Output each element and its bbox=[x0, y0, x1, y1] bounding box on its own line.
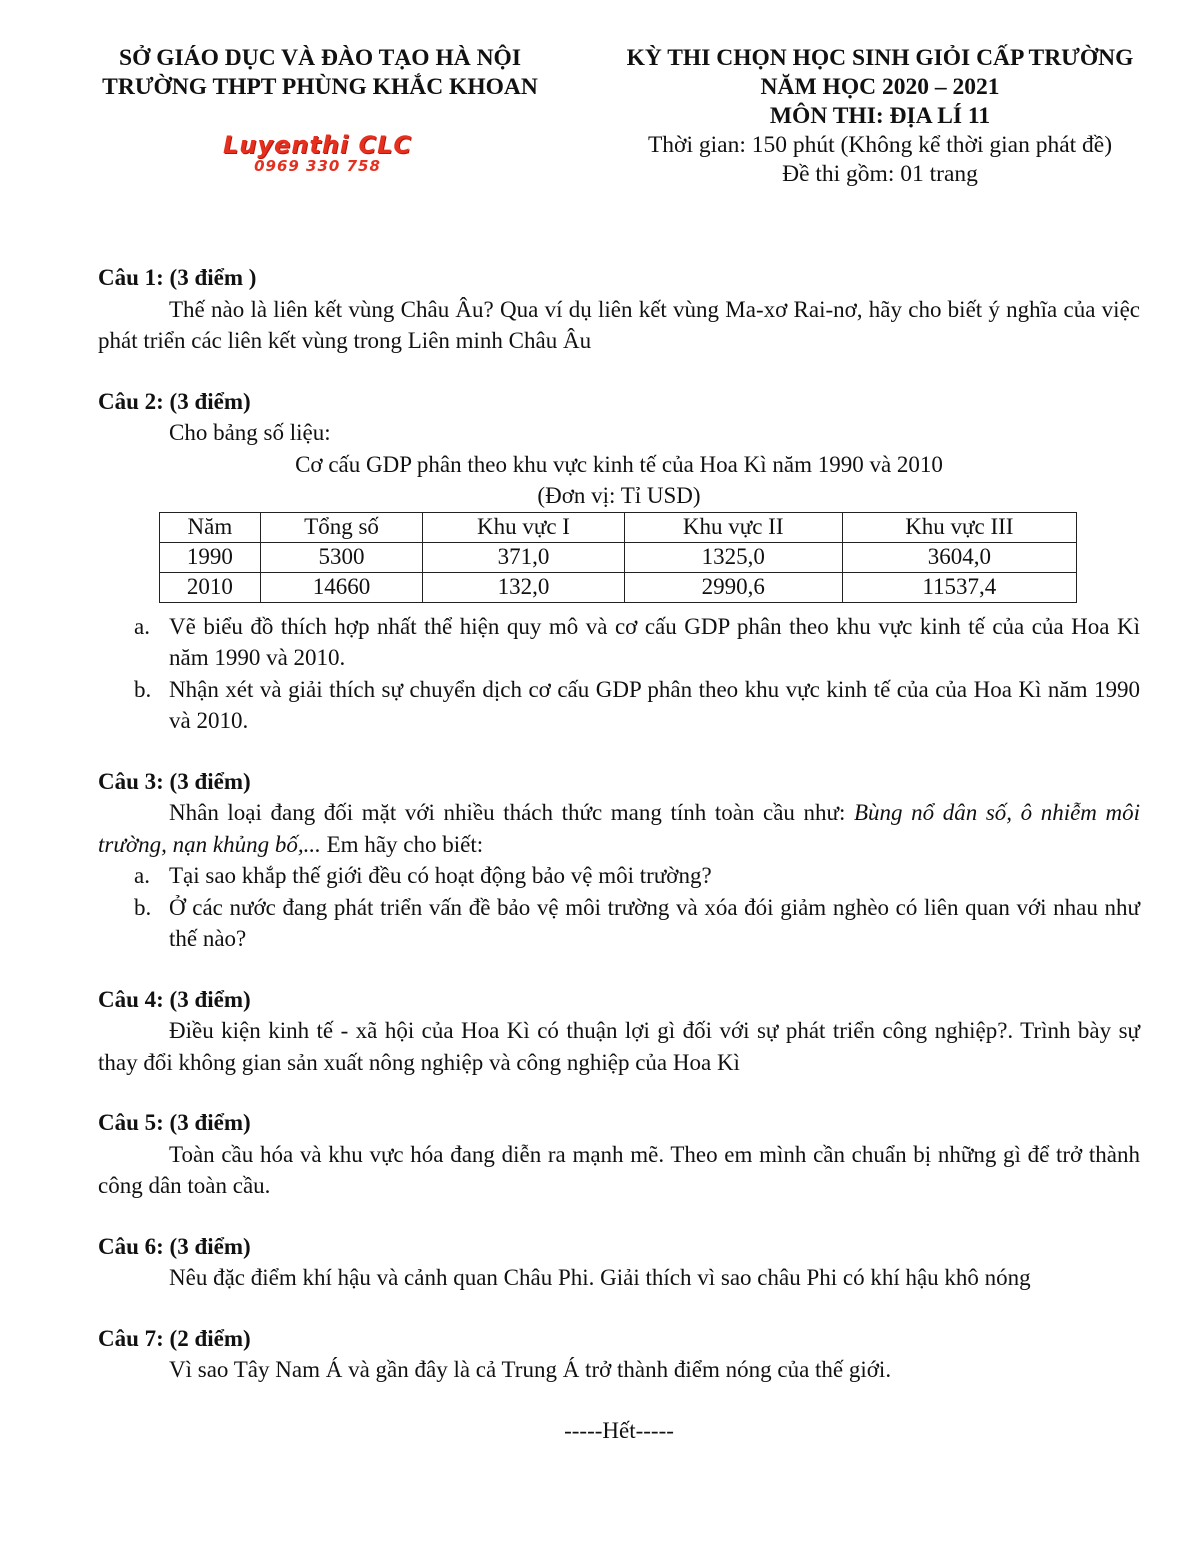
question-4 bbox=[98, 984, 1140, 1079]
subject: MÔN THI: ĐỊA LÍ 11 bbox=[769, 103, 991, 129]
item-text: Nhận xét và giải thích sự chuyển dịch cơ cấu GDP phân theo khu vực kinh tế của của Hoa Kì năm 1990 và 2010. bbox=[169, 676, 1140, 733]
item-label: a. bbox=[134, 863, 150, 888]
question-7 bbox=[98, 1323, 1140, 1386]
table-cell: 132,0 bbox=[423, 572, 624, 602]
department-name: SỞ GIÁO DỤC VÀ ĐÀO TẠO HÀ NỘI bbox=[119, 45, 521, 71]
table-cell: 14660 bbox=[260, 572, 422, 602]
table-header-cell: Khu vực I bbox=[423, 512, 624, 542]
table-cell: 1990 bbox=[160, 542, 261, 572]
question-1-title: Câu 1: (3 điểm ) bbox=[98, 265, 257, 290]
table-cell: 3604,0 bbox=[842, 542, 1076, 572]
list-item bbox=[98, 892, 1140, 955]
question-1-text: Thế nào là liên kết vùng Châu Âu? Qua ví dụ liên kết vùng Ma-xơ Rai-nơ, hãy cho biết ý nghĩa của việc phát triển các liên kết vùng trong Liên minh Châu Âu bbox=[98, 296, 1140, 353]
question-3-text bbox=[98, 797, 1140, 860]
list-item bbox=[98, 860, 1140, 892]
table-title: Cơ cấu GDP phân theo khu vực kinh tế của Hoa Kì năm 1990 và 2010 bbox=[295, 451, 943, 477]
table-cell: 2010 bbox=[160, 572, 261, 602]
question-6 bbox=[98, 1231, 1140, 1294]
item-text: Tại sao khắp thế giới đều có hoạt động bảo vệ môi trường? bbox=[169, 863, 712, 888]
gdp-table bbox=[159, 512, 1077, 603]
item-label: b. bbox=[134, 676, 152, 702]
item-text: Ở các nước đang phát triển vấn đề bảo vệ môi trường và xóa đói giảm nghèo có liên quan với nhau như thế nào? bbox=[169, 894, 1140, 951]
page-count: Đề thi gồm: 01 trang bbox=[782, 161, 978, 187]
header-school bbox=[70, 44, 570, 102]
question-6-title: Câu 6: (3 điểm) bbox=[98, 1233, 251, 1259]
logo-name: Luyenthi CLC bbox=[222, 131, 413, 159]
school-name: TRƯỜNG THPT PHÙNG KHẮC KHOAN bbox=[102, 74, 538, 100]
question-2 bbox=[98, 386, 1140, 737]
header-exam bbox=[585, 44, 1175, 189]
item-text: Vẽ biểu đồ thích hợp nhất thể hiện quy mô và cơ cấu GDP phân theo khu vực kinh tế của của Hoa Kì năm 1990 và 2010. bbox=[169, 613, 1140, 670]
question-3-text-a: Nhân loại đang đối mặt với nhiều thách thức mang tính toàn cầu như: bbox=[169, 800, 854, 825]
list-item bbox=[98, 611, 1140, 674]
exam-time: Thời gian: 150 phút (Không kể thời gian phát đề) bbox=[647, 132, 1113, 158]
question-3-text-italic: Bùng nổ dân số, ô nhiễm môi trường, nạn khủng bố,... bbox=[98, 800, 1141, 857]
question-2-title: Câu 2: (3 điểm) bbox=[98, 388, 251, 414]
logo-phone: 0969 330 758 bbox=[254, 157, 381, 175]
item-label: a. bbox=[134, 613, 150, 639]
table-cell: 2990,6 bbox=[624, 572, 842, 602]
table-header-cell: Khu vực III bbox=[842, 512, 1076, 542]
question-4-text: Điều kiện kinh tế - xã hội của Hoa Kì có thuận lợi gì đối với sự phát triển công nghiệp?. Trình bày sự thay đổi không gian sản xuất nông nghiệp và công nghiệp của Hoa Kì bbox=[98, 1018, 1140, 1075]
question-2-intro: Cho bảng số liệu: bbox=[169, 420, 331, 445]
question-5-title: Câu 5: (3 điểm) bbox=[98, 1110, 251, 1135]
question-6-text: Nêu đặc điểm khí hậu và cảnh quan Châu Phi. Giải thích vì sao châu Phi có khí hậu khô nóng bbox=[169, 1265, 1031, 1290]
luyenthi-logo bbox=[205, 132, 430, 174]
table-cell: 1325,0 bbox=[624, 542, 842, 572]
exam-content bbox=[98, 262, 1140, 1446]
table-row bbox=[160, 572, 1077, 602]
end-marker: -----Hết----- bbox=[564, 1417, 674, 1443]
exam-name: KỲ THI CHỌN HỌC SINH GIỎI CẤP TRƯỜNG bbox=[626, 45, 1134, 71]
list-item bbox=[98, 674, 1140, 737]
table-header-cell: Năm bbox=[160, 512, 261, 542]
question-3 bbox=[98, 766, 1140, 955]
table-header-cell: Tổng số bbox=[260, 512, 422, 542]
question-7-text: Vì sao Tây Nam Á và gần đây là cả Trung Á trở thành điểm nóng của thế giới. bbox=[169, 1357, 892, 1382]
question-3-items bbox=[98, 860, 1140, 955]
question-7-title: Câu 7: (2 điểm) bbox=[98, 1325, 251, 1351]
school-year: NĂM HỌC 2020 – 2021 bbox=[760, 74, 1000, 100]
table-cell: 371,0 bbox=[423, 542, 624, 572]
table-row bbox=[160, 542, 1077, 572]
table-header-cell: Khu vực II bbox=[624, 512, 842, 542]
question-4-title: Câu 4: (3 điểm) bbox=[98, 986, 251, 1012]
table-header-row bbox=[160, 512, 1077, 542]
table-cell: 5300 bbox=[260, 542, 422, 572]
question-1 bbox=[98, 262, 1140, 357]
question-3-title: Câu 3: (3 điểm) bbox=[98, 768, 251, 794]
question-5 bbox=[98, 1107, 1140, 1202]
question-3-text-b: Em hãy cho biết: bbox=[320, 831, 484, 857]
table-unit: (Đơn vị: Tỉ USD) bbox=[537, 483, 701, 508]
table-cell: 11537,4 bbox=[842, 572, 1076, 602]
question-5-text: Toàn cầu hóa và khu vực hóa đang diễn ra mạnh mẽ. Theo em mình cần chuẩn bị những gì để trở thành công dân toàn cầu. bbox=[98, 1141, 1140, 1198]
item-label: b. bbox=[134, 894, 152, 920]
question-2-items bbox=[98, 611, 1140, 737]
